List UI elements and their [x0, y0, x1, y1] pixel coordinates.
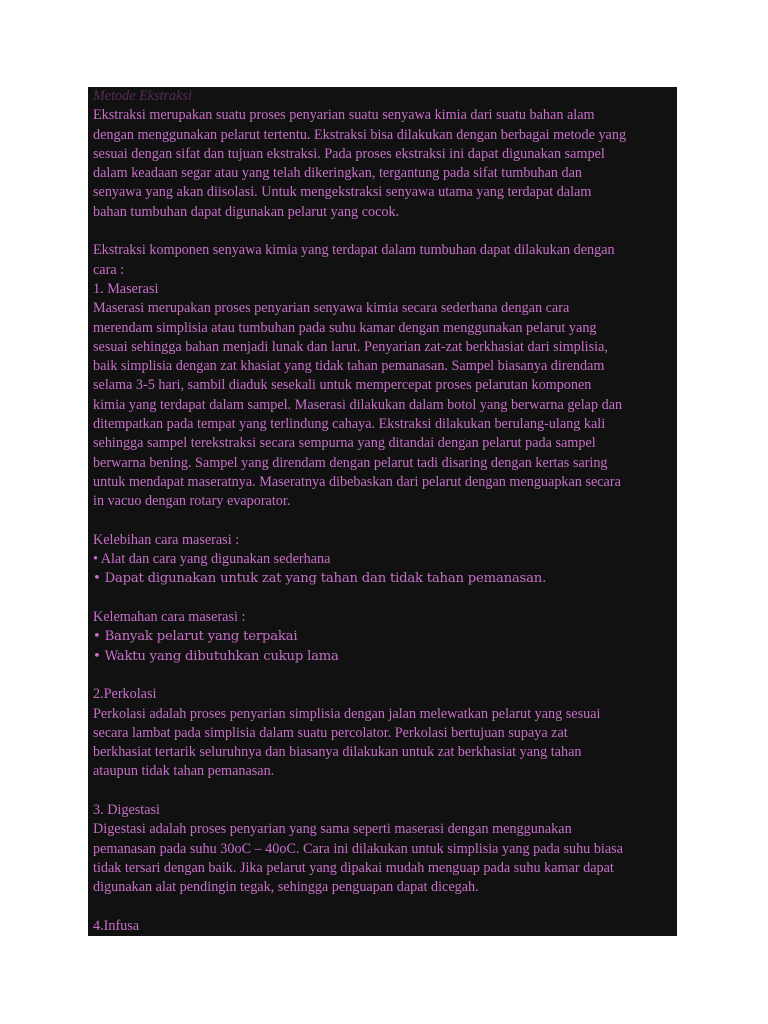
intro-line: Ekstraksi merupakan suatu proses penyarian suatu senyawa kimia dari suatu bahan alam — [93, 107, 595, 124]
maserasi-line: sesuai sehingga bahan menjadi lunak dan larut. Penyarian zat-zat berkhasiat dari simplisia, — [93, 338, 608, 355]
spacer — [93, 589, 677, 608]
disadvantages-heading: Kelemahan cara maserasi : — [93, 609, 246, 626]
intro-line: bahan tumbuhan dapat digunakan pelarut yang cocok. — [93, 203, 400, 220]
advantages-heading: Kelebihan cara maserasi : — [93, 531, 240, 548]
intro-line: dengan menggunakan pelarut tertentu. Ekstraksi bisa dilakukan dengan berbagai metode yang — [93, 126, 627, 143]
intro-line: senyawa yang akan diisolasi. Untuk mengekstraksi senyawa utama yang terdapat dalam — [93, 184, 592, 201]
intro-line: sesuai dengan sifat dan tujuan ekstraksi. Pada proses ekstraksi ini dapat digunakan sampel — [93, 145, 605, 162]
disadvantage-item: • Waktu yang dibutuhkan cukup lama — [93, 648, 339, 664]
maserasi-line: merendam simplisia atau tumbuhan pada suhu kamar dengan menggunakan pelarut yang — [93, 319, 597, 336]
spacer — [93, 897, 677, 916]
maserasi-line: selama 3-5 hari, sambil diaduk sesekali untuk mempercepat proses pelarutan komponen — [93, 377, 592, 394]
digestasi-line: pemanasan pada suhu 30oC – 40oC. Cara ini dilakukan untuk simplisia yang pada suhu biasa — [93, 840, 623, 857]
spacer — [93, 512, 677, 531]
maserasi-line: Maserasi merupakan proses penyarian senyawa kimia secara sederhana dengan cara — [93, 300, 570, 317]
digestasi-line: digunakan alat pendingin tegak, sehingga penguapan dapat dicegah. — [93, 879, 479, 896]
digestasi-heading: 3. Digestasi — [93, 801, 160, 818]
methods-intro-line: Ekstraksi komponen senyawa kimia yang terdapat dalam tumbuhan dapat dilakukan dengan — [93, 242, 615, 259]
digestasi-line: tidak tersari dengan baik. Jika pelarut yang dipakai mudah menguap pada suhu kamar dapat — [93, 859, 614, 876]
perkolasi-heading: 2.Perkolasi — [93, 686, 157, 703]
disadvantage-item: • Banyak pelarut yang terpakai — [93, 629, 298, 645]
spacer — [93, 666, 677, 685]
maserasi-line: untuk mendapat maseratnya. Maseratnya dibebaskan dari pelarut dengan menguapkan secara — [93, 473, 621, 490]
document-content — [93, 87, 677, 936]
intro-line: dalam keadaan segar atau yang telah dikeringkan, tergantung pada sifat tumbuhan dan — [93, 165, 583, 182]
spacer — [93, 222, 677, 241]
perkolasi-line: ataupun tidak tahan pemanasan. — [93, 763, 275, 780]
perkolasi-line: Perkolasi adalah proses penyarian simplisia dengan jalan melewatkan pelarut yang sesuai — [93, 705, 601, 722]
maserasi-line: in vacuo dengan rotary evaporator. — [93, 493, 291, 510]
maserasi-line: baik simplisia dengan zat khasiat yang tidak tahan pemanasan. Sampel biasanya direndam — [93, 358, 605, 375]
advantage-item: • Alat dan cara yang digunakan sederhana — [93, 551, 331, 568]
perkolasi-line: secara lambat pada simplisia dalam suatu percolator. Perkolasi bertujuan supaya zat — [93, 724, 568, 741]
perkolasi-line: berkhasiat tertarik seluruhnya dan biasanya dilakukan untuk zat berkhasiat yang tahan — [93, 744, 582, 761]
document-page — [88, 87, 677, 936]
document-title: Metode Ekstraksi — [93, 88, 192, 104]
spacer — [93, 782, 677, 801]
maserasi-line: ditempatkan pada tempat yang terlindung cahaya. Ekstraksi dilakukan berulang-ulang kali — [93, 416, 606, 433]
maserasi-line: sehingga sampel terekstraksi secara sempurna yang ditandai dengan pelarut pada sampel — [93, 435, 596, 452]
advantage-item: • Dapat digunakan untuk zat yang tahan dan tidak tahan pemanasan. — [93, 571, 547, 587]
maserasi-line: berwarna bening. Sampel yang direndam dengan pelarut tadi disaring dengan kertas saring — [93, 454, 608, 471]
digestasi-line: Digestasi adalah proses penyarian yang sama seperti maserasi dengan menggunakan — [93, 821, 572, 838]
maserasi-line: kimia yang terdapat dalam sampel. Maserasi dilakukan dalam botol yang berwarna gelap dan — [93, 396, 623, 413]
methods-intro-line: cara : — [93, 261, 125, 278]
maserasi-heading: 1. Maserasi — [93, 280, 159, 297]
infusa-heading: 4.Infusa — [93, 917, 140, 934]
